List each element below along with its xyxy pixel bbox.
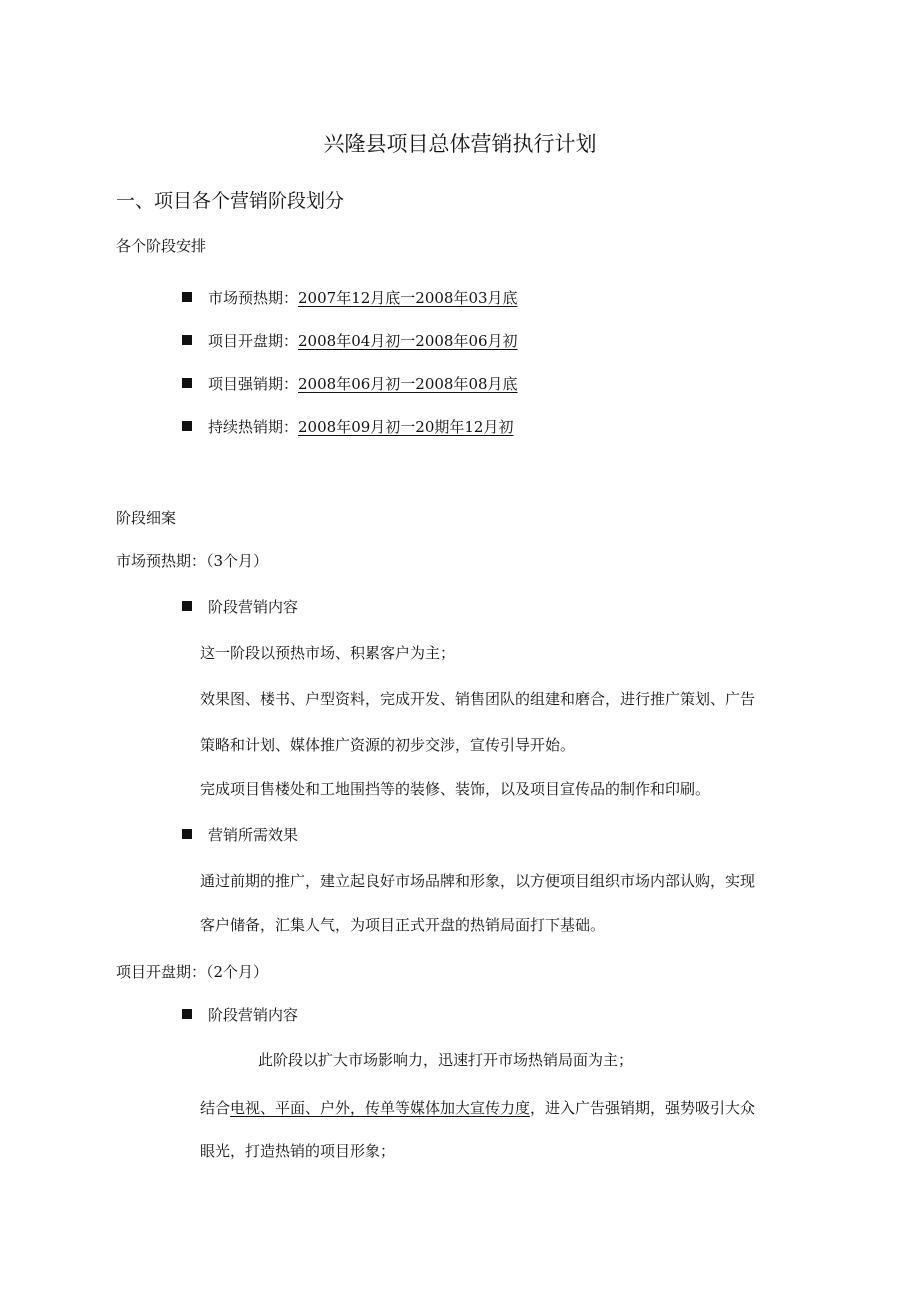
phase-label: 市场预热期：	[208, 289, 299, 307]
paragraph-line: 通过前期的推广，建立起良好市场品牌和形象，以方便项目组织市场内部认购，实现	[200, 872, 756, 890]
phase-item	[182, 287, 518, 308]
phase2-content-heading: 阶段营销内容	[182, 1004, 298, 1025]
bullet-square-icon	[182, 335, 192, 345]
phase-range: 2008年09月初一20期年12月初	[298, 418, 514, 436]
phase-range: 2008年04月初一2008年06月初	[298, 332, 518, 350]
phase-label: 持续热销期：	[208, 418, 299, 436]
bullet-square-icon	[182, 1009, 192, 1019]
underlined-text: 电视、平面、户外，传单等媒体加大宣传力度	[230, 1099, 531, 1117]
subheading: 各个阶段安排	[116, 237, 207, 255]
phase-item	[182, 416, 513, 437]
paragraph-line: 完成项目售楼处和工地围挡等的装修、装饰，以及项目宣传品的制作和印刷。	[200, 780, 711, 798]
paragraph-line: 效果图、楼书、户型资料，完成开发、销售团队的组建和磨合，进行推广策划、广告	[200, 690, 756, 708]
paragraph-line: 策略和计划、媒体推广资源的初步交涉，宣传引导开始。	[200, 736, 576, 754]
paragraph-line: 此阶段以扩大市场影响力，迅速打开市场热销局面为主；	[258, 1051, 634, 1069]
paragraph-line: 结合电视、平面、户外，传单等媒体加大宣传力度，进入广告强销期，强势吸引大众	[200, 1099, 756, 1117]
section-heading: 一、项目各个营销阶段划分	[116, 190, 345, 212]
bullet-square-icon	[182, 421, 192, 431]
details-heading: 阶段细案	[116, 509, 177, 527]
phase-range: 2007年12月底一2008年03月底	[298, 289, 518, 307]
bullet-square-icon	[182, 601, 192, 611]
phase1-effect-heading: 营销所需效果	[182, 824, 298, 845]
bullet-square-icon	[182, 829, 192, 839]
paragraph-line: 眼光，打造热销的项目形象；	[200, 1142, 396, 1160]
phase1-title: 市场预热期：（3个月）	[116, 552, 269, 570]
bullet-square-icon	[182, 378, 192, 388]
phase1-content-heading: 阶段营销内容	[182, 596, 298, 617]
bullet-square-icon	[182, 292, 192, 302]
phase-item	[182, 373, 518, 394]
paragraph-line: 这一阶段以预热市场、积累客户为主；	[200, 644, 456, 662]
document-title: 兴隆县项目总体营销执行计划	[323, 132, 597, 156]
phase-label: 项目开盘期：	[208, 332, 299, 350]
paragraph-line: 客户储备，汇集人气，为项目正式开盘的热销局面打下基础。	[200, 916, 606, 934]
phase-item	[182, 330, 518, 351]
phase2-title: 项目开盘期：（2个月）	[116, 963, 269, 981]
phase-label: 项目强销期：	[208, 375, 299, 393]
phase-range: 2008年06月初一2008年08月底	[298, 375, 518, 393]
